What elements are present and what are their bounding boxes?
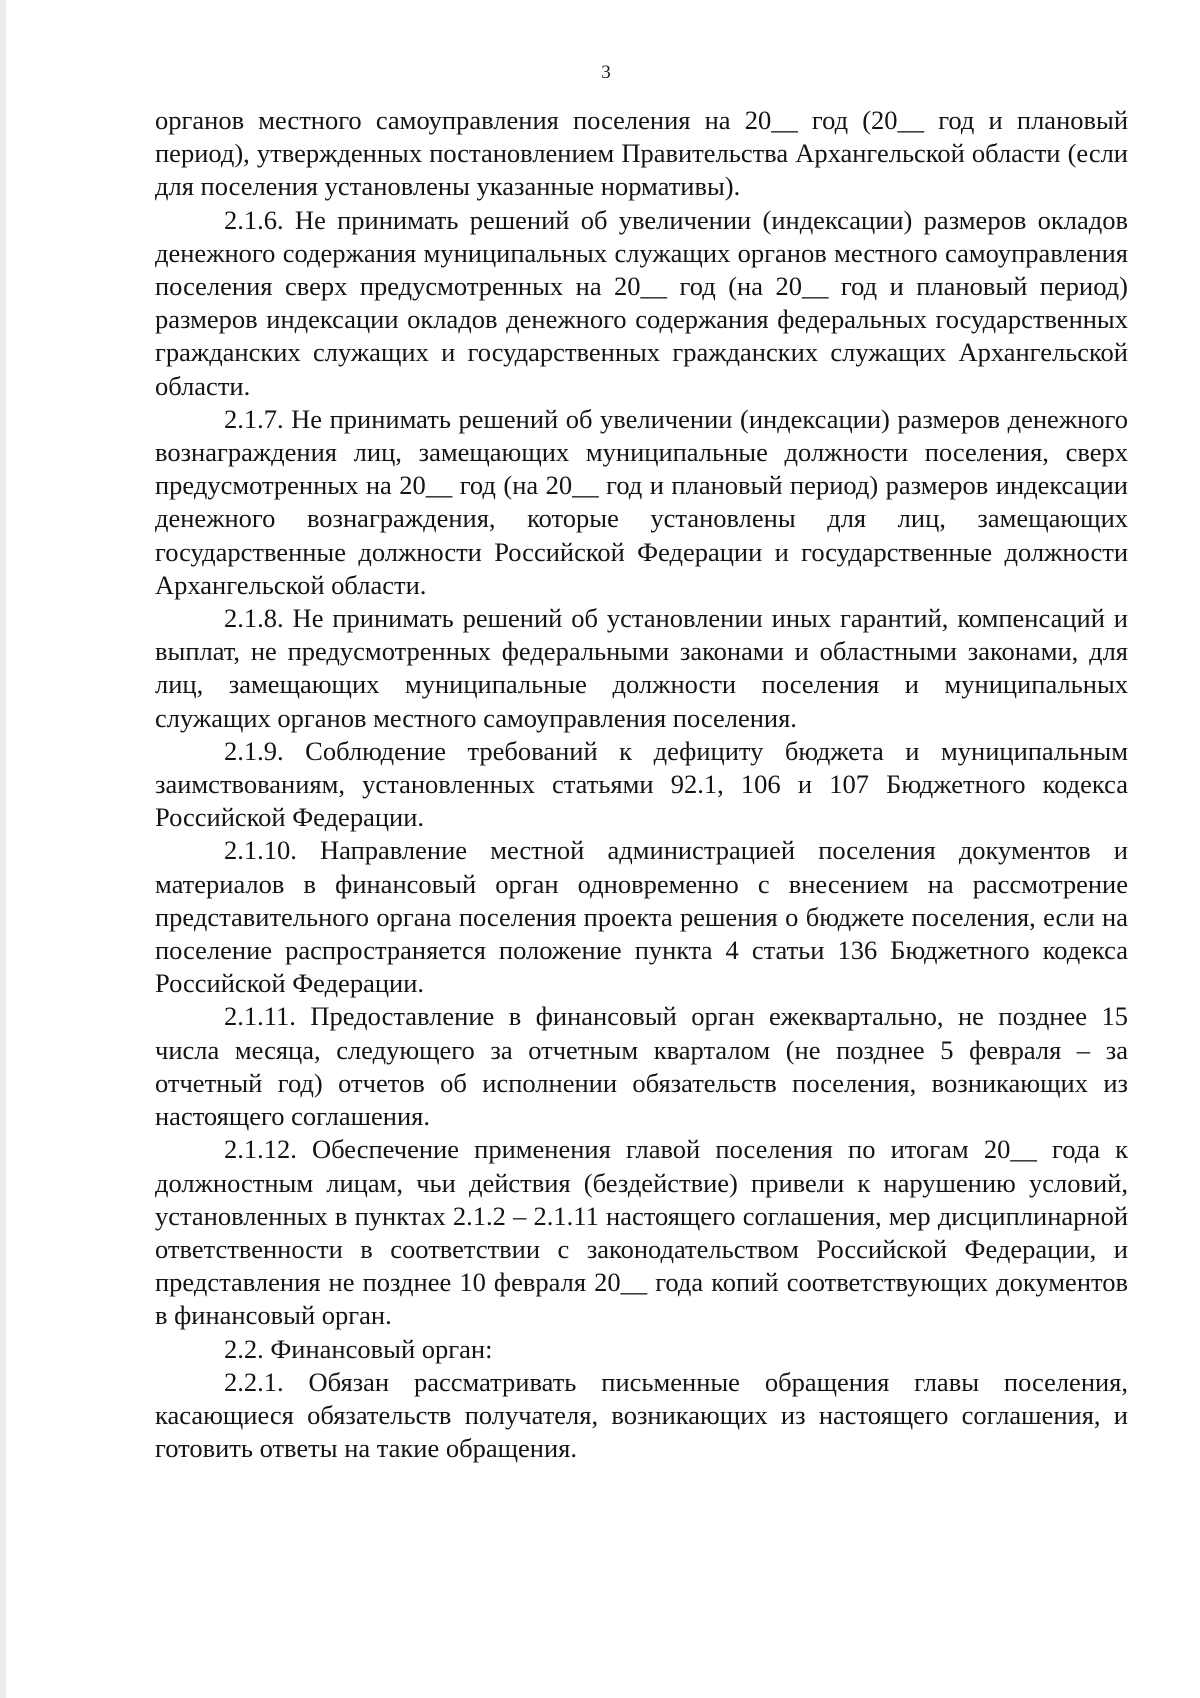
paragraph-2-1-7: 2.1.7. Не принимать решений об увеличении (индексации) размеров денежного вознаграждения лиц, замещающих муниципальные должности поселения, сверх предусмотренных на 20__ год (на 20__ год и плановый период) размеров индексации денежного вознаграждения, которые установлены для лиц, замещающих государственные должности Российской Федерации и государственные должности Архангельской области. bbox=[155, 403, 1128, 600]
paragraph-2-1-12: 2.1.12. Обеспечение применения главой поселения по итогам 20__ года к должностным лицам, чьи действия (бездействие) привели к нарушению условий, установленных в пунктах 2.1.2 – 2.1.11 настоящего соглашения, мер дисциплинарной ответственности в соответствии с законодательством Российской Федерации, и представления не позднее 10 февраля 20__ года копий соответствующих документов в финансовый орган. bbox=[155, 1134, 1128, 1331]
paragraph-2-2-1: 2.2.1. Обязан рассматривать письменные обращения главы поселения, касающиеся обязательств получателя, возникающих из настоящего соглашения, и готовить ответы на такие обращения. bbox=[155, 1366, 1128, 1464]
paragraph-2-1-11: 2.1.11. Предоставление в финансовый орган ежеквартально, не позднее 15 числа месяца, следующего за отчетным кварталом (не позднее 5 февраля – за отчетный год) отчетов об исполнении обязательств поселения, возникающих из настоящего соглашения. bbox=[155, 1001, 1128, 1132]
paragraph-2-1-9: 2.1.9. Соблюдение требований к дефициту бюджета и муниципальным заимствованиям, установленных статьями 92.1, 106 и 107 Бюджетного кодекса Российской Федерации. bbox=[155, 735, 1128, 833]
page-number: 3 bbox=[601, 62, 611, 83]
paragraph-2-1-8: 2.1.8. Не принимать решений об установлении иных гарантий, компенсаций и выплат, не предусмотренных федеральными законами и областными законами, для лиц, замещающих муниципальные должности поселения и муниципальных служащих органов местного самоуправления поселения. bbox=[155, 603, 1128, 733]
document-body bbox=[155, 104, 1128, 1465]
paragraph-2-1-6: 2.1.6. Не принимать решений об увеличении (индексации) размеров окладов денежного содержания муниципальных служащих органов местного самоуправления поселения сверх предусмотренных на 20__ год (на 20__ год и плановый период) размеров индексации окладов денежного содержания федеральных государственных гражданских служащих и государственных гражданских служащих Архангельской области. bbox=[155, 204, 1128, 401]
paragraph-2-2: 2.2. Финансовый орган: bbox=[224, 1333, 493, 1364]
paragraph-continuation: органов местного самоуправления поселения на 20__ год (20__ год и плановый период), утвержденных постановлением Правительства Архангельской области (если для поселения установлены указанные нормативы). bbox=[155, 105, 1128, 202]
paragraph-2-1-10: 2.1.10. Направление местной администрацией поселения документов и материалов в финансовый орган одновременно с внесением на рассмотрение представительного органа поселения проекта решения о бюджете поселения, если на поселение распространяется положение пункта 4 статьи 136 Бюджетного кодекса Российской Федерации. bbox=[155, 835, 1128, 999]
